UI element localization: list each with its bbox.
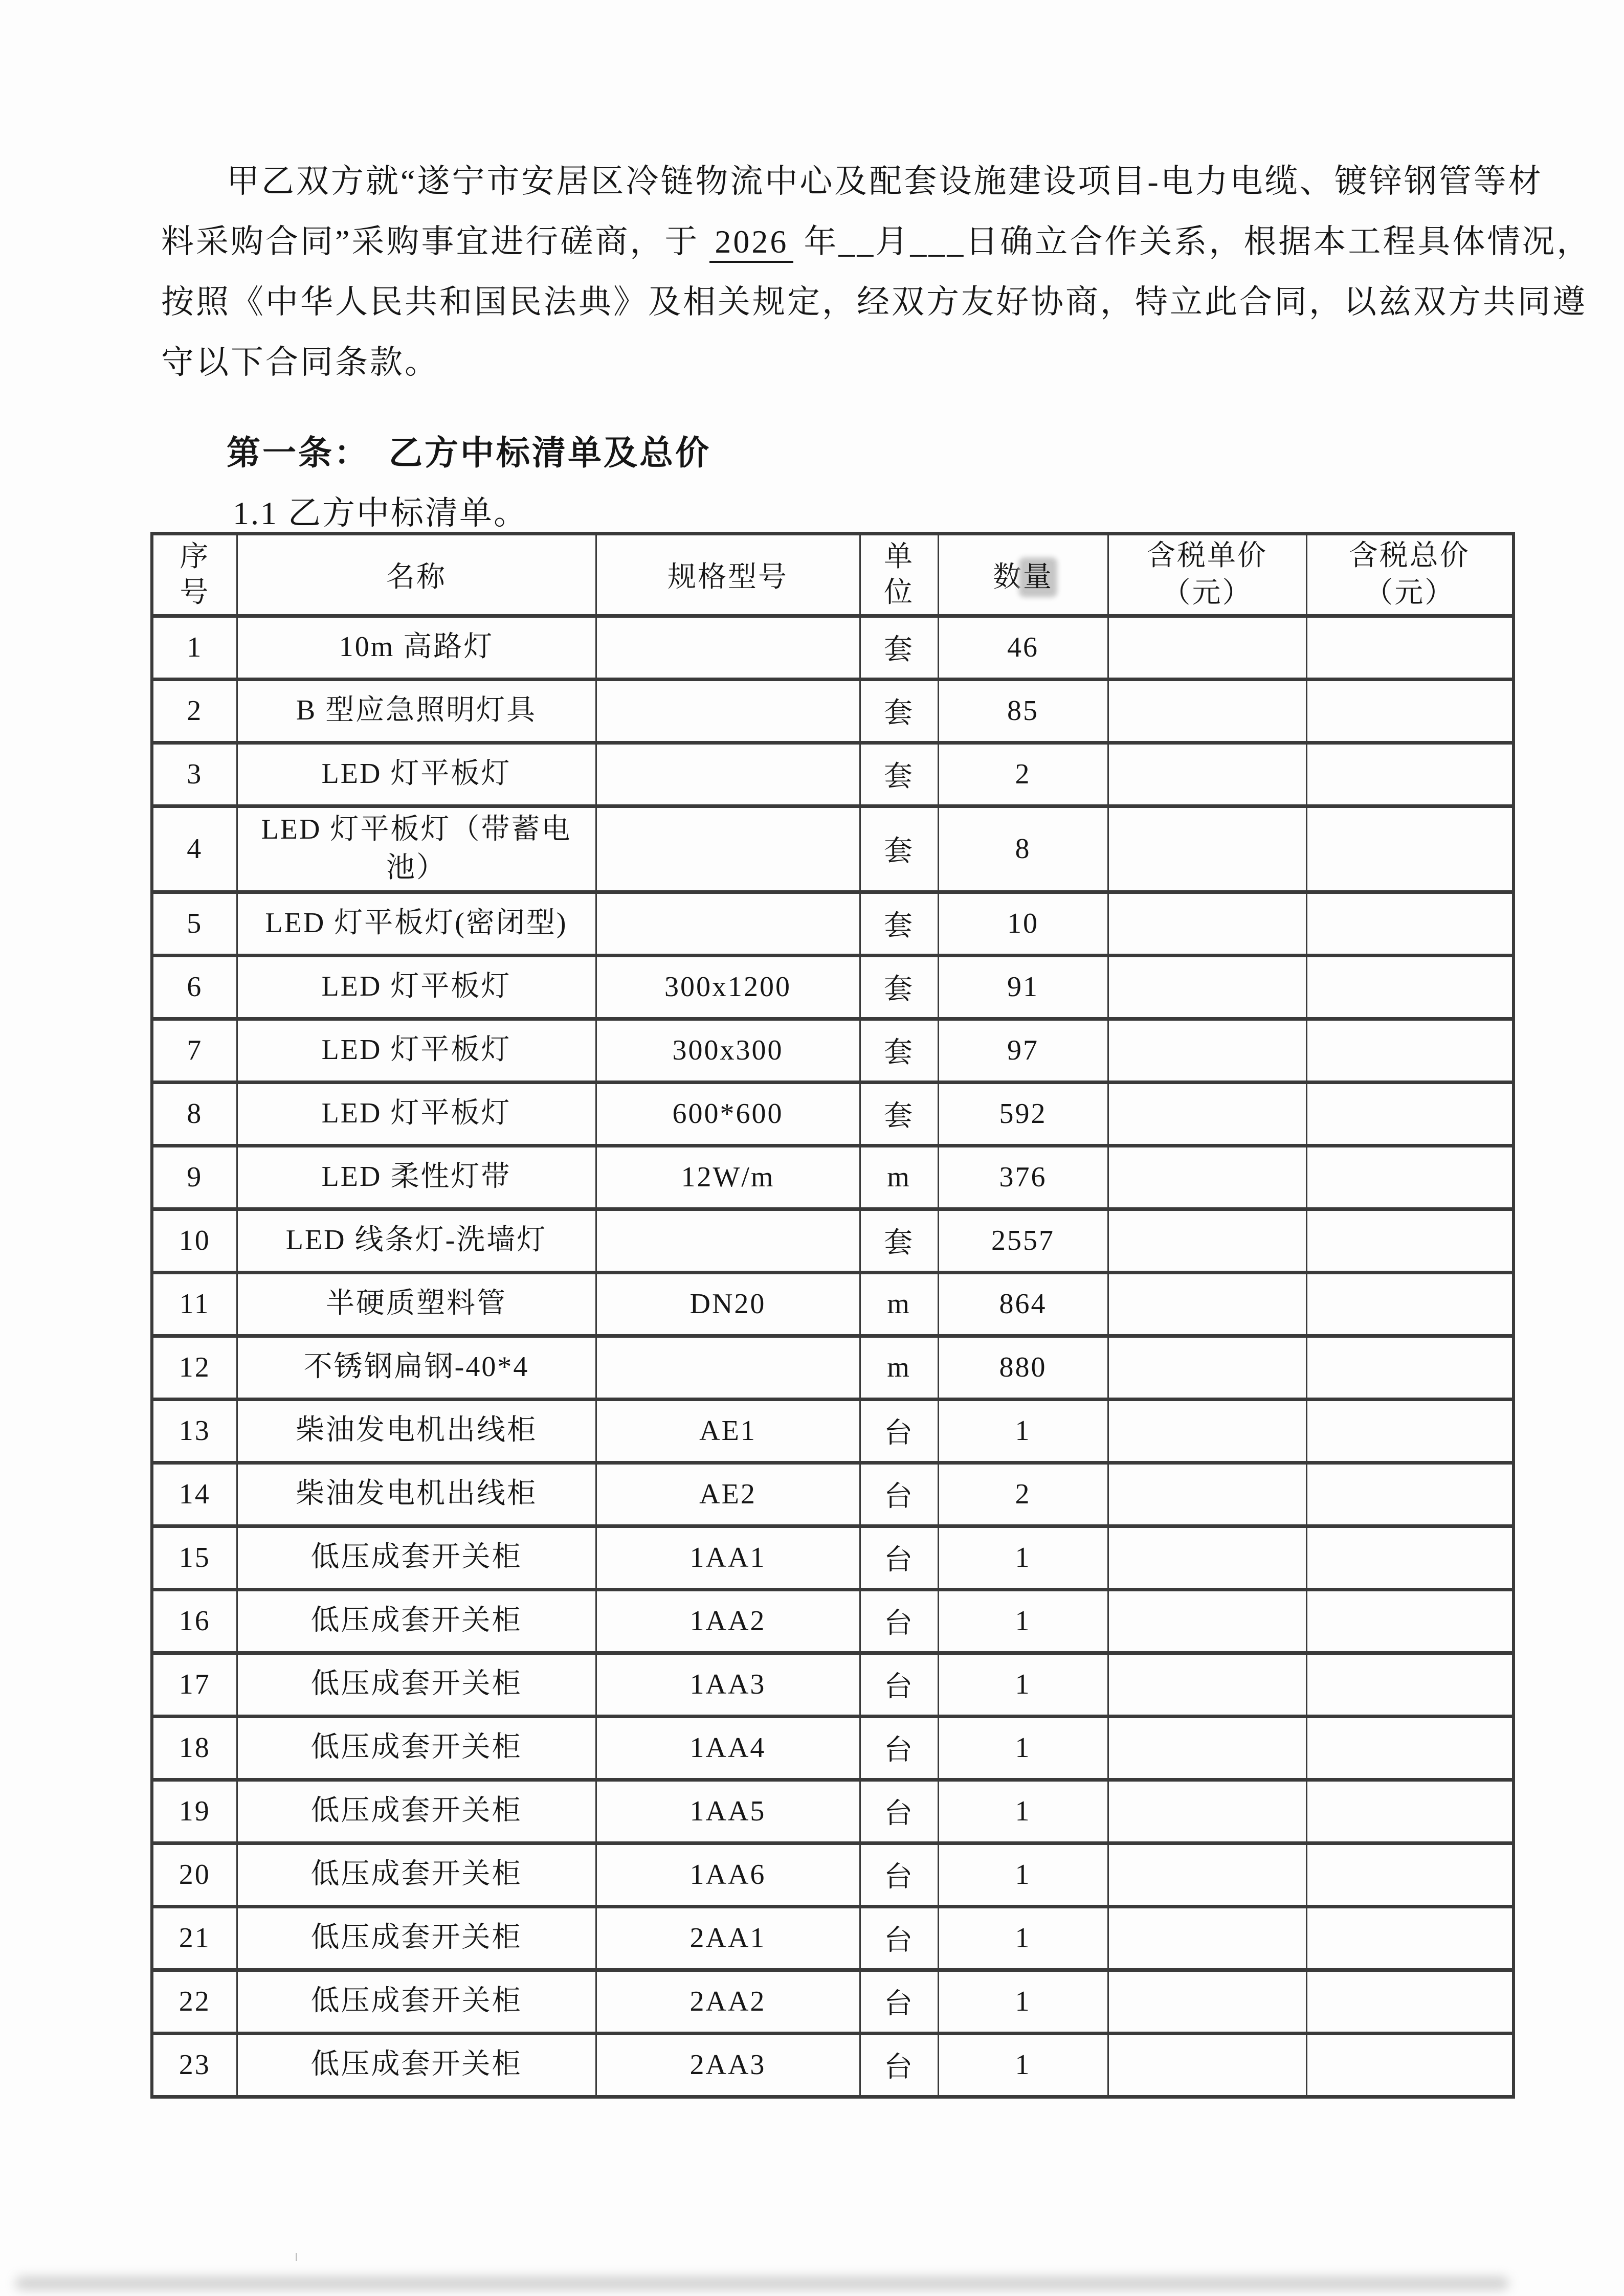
item-spec-model: 2AA3 [596,2033,860,2097]
item-unit: 台 [860,1526,938,1589]
item-name: 不锈钢扁钢-40*4 [237,1336,596,1399]
item-quantity: 2557 [938,1209,1108,1272]
row-serial-no: 14 [152,1462,237,1526]
item-quantity: 46 [938,616,1108,679]
item-spec-model [596,679,860,742]
table-row [152,1970,1514,2033]
item-total-price-cell-empty [1306,1399,1514,1462]
col-header-name: 名称 [237,534,596,616]
item-unit-price-cell-empty [1108,1336,1306,1399]
item-name: B 型应急照明灯具 [237,679,596,742]
item-name: 低压成套开关柜 [237,1716,596,1780]
item-unit-price-cell-empty [1108,1145,1306,1209]
item-quantity: 91 [938,955,1108,1019]
item-unit: 套 [860,616,938,679]
item-total-price-cell-empty [1306,616,1514,679]
table-row [152,955,1514,1019]
item-spec-model: 12W/m [596,1145,860,1209]
item-spec-model [596,806,860,892]
col-header-unit: 单位 [860,534,938,616]
item-total-price-cell-empty [1306,1716,1514,1780]
item-unit-price-cell-empty [1108,1716,1306,1780]
item-spec-model: 1AA4 [596,1716,860,1780]
row-serial-no: 19 [152,1780,237,1843]
clause-1-heading: 第一条： 乙方中标清单及总价 [227,435,711,472]
item-name: 低压成套开关柜 [237,1906,596,1970]
item-name: LED 线条灯-洗墙灯 [237,1209,596,1272]
item-unit-price-cell-empty [1108,1399,1306,1462]
row-serial-no: 3 [152,742,237,806]
table-row [152,1716,1514,1780]
item-spec-model: 2AA1 [596,1906,860,1970]
table-row [152,1526,1514,1589]
item-quantity: 2 [938,1462,1108,1526]
item-spec-model: 300x300 [596,1019,860,1082]
item-total-price-cell-empty [1306,1082,1514,1145]
item-total-price-cell-empty [1306,955,1514,1019]
table-row [152,1906,1514,1970]
table-row [152,1209,1514,1272]
item-total-price-cell-empty [1306,1145,1514,1209]
item-unit: 台 [860,1780,938,1843]
item-unit: 套 [860,1209,938,1272]
item-unit-price-cell-empty [1108,1653,1306,1716]
table-row [152,1399,1514,1462]
item-name: LED 灯平板灯 [237,1082,596,1145]
item-spec-model: 600*600 [596,1082,860,1145]
col-header-total-price-with-tax: 含税总价 （元） [1306,534,1514,616]
item-unit-price-cell-empty [1108,1843,1306,1906]
row-serial-no: 20 [152,1843,237,1906]
quantity-label-part1: 数 [993,561,1023,593]
table-row [152,1082,1514,1145]
item-quantity: 1 [938,1589,1108,1653]
item-name: 柴油发电机出线柜 [237,1462,596,1526]
item-quantity: 10 [938,892,1108,955]
row-serial-no: 10 [152,1209,237,1272]
item-unit: 套 [860,742,938,806]
item-unit: 台 [860,1653,938,1716]
item-total-price-cell-empty [1306,1336,1514,1399]
item-total-price-cell-empty [1306,742,1514,806]
item-unit: 套 [860,1082,938,1145]
contract-text-line-3: 按照《中华人民共和国民法典》及相关规定，经双方友好协商，特立此合同，以兹双方共同遵 [161,284,1587,320]
row-serial-no: 1 [152,616,237,679]
item-total-price-cell-empty [1306,1780,1514,1843]
item-quantity: 2 [938,742,1108,806]
item-name: 柴油发电机出线柜 [237,1399,596,1462]
contract-text-line-4: 守以下合同条款。 [161,344,439,380]
table-row [152,1780,1514,1843]
row-serial-no: 23 [152,2033,237,2097]
item-total-price-cell-empty [1306,1272,1514,1336]
item-spec-model [596,892,860,955]
item-quantity: 1 [938,1653,1108,1716]
col-header-unit-price-with-tax: 含税单价 （元） [1108,534,1306,616]
item-name: 低压成套开关柜 [237,1589,596,1653]
table-row [152,616,1514,679]
item-unit: 台 [860,2033,938,2097]
scan-artifact-tick [296,2253,297,2261]
item-total-price-cell-empty [1306,1462,1514,1526]
item-total-price-cell-empty [1306,1019,1514,1082]
item-unit-price-cell-empty [1108,1906,1306,1970]
col-header-quantity [938,534,1108,616]
row-serial-no: 9 [152,1145,237,1209]
item-unit: 套 [860,892,938,955]
item-unit: 台 [860,1399,938,1462]
item-total-price-cell-empty [1306,892,1514,955]
item-spec-model [596,1209,860,1272]
col-header-serial-no: 序号 [152,534,237,616]
quantity-label-part2-scan-highlight: 量 [1023,561,1053,593]
item-unit-price-cell-empty [1108,955,1306,1019]
item-unit-price-cell-empty [1108,1780,1306,1843]
item-name: 低压成套开关柜 [237,1526,596,1589]
item-name: LED 柔性灯带 [237,1145,596,1209]
item-unit-price-cell-empty [1108,1082,1306,1145]
item-total-price-cell-empty [1306,1653,1514,1716]
item-total-price-cell-empty [1306,1906,1514,1970]
row-serial-no: 17 [152,1653,237,1716]
row-serial-no: 21 [152,1906,237,1970]
item-spec-model [596,1336,860,1399]
item-spec-model: 1AA2 [596,1589,860,1653]
item-name: LED 灯平板灯 [237,1019,596,1082]
item-unit-price-cell-empty [1108,1209,1306,1272]
table-row [152,1145,1514,1209]
table-row [152,1272,1514,1336]
item-unit: 台 [860,1906,938,1970]
table-row [152,892,1514,955]
item-unit-price-cell-empty [1108,892,1306,955]
item-spec-model: DN20 [596,1272,860,1336]
item-total-price-cell-empty [1306,1209,1514,1272]
row-serial-no: 5 [152,892,237,955]
contract-intro-paragraph [161,151,1592,393]
item-quantity: 1 [938,1399,1108,1462]
item-spec-model: AE2 [596,1462,860,1526]
table-row [152,1336,1514,1399]
item-name: 半硬质塑料管 [237,1272,596,1336]
item-quantity: 1 [938,1843,1108,1906]
table-row [152,1843,1514,1906]
item-unit-price-cell-empty [1108,742,1306,806]
row-serial-no: 6 [152,955,237,1019]
item-name: LED 灯平板灯 [237,742,596,806]
item-unit-price-cell-empty [1108,2033,1306,2097]
item-spec-model [596,742,860,806]
clause-1-1-subheading: 1.1 乙方中标清单。 [233,495,528,531]
item-spec-model: 1AA1 [596,1526,860,1589]
item-spec-model: AE1 [596,1399,860,1462]
item-total-price-cell-empty [1306,2033,1514,2097]
table-row [152,1462,1514,1526]
item-unit-price-cell-empty [1108,1970,1306,2033]
row-serial-no: 13 [152,1399,237,1462]
col-header-spec-model: 规格型号 [596,534,860,616]
item-quantity: 1 [938,2033,1108,2097]
item-unit-price-cell-empty [1108,1589,1306,1653]
item-total-price-cell-empty [1306,806,1514,892]
item-quantity: 1 [938,1970,1108,2033]
item-quantity: 592 [938,1082,1108,1145]
table-row [152,806,1514,892]
table-row [152,1019,1514,1082]
table-row [152,1589,1514,1653]
item-unit-price-cell-empty [1108,1019,1306,1082]
item-unit-price-cell-empty [1108,1272,1306,1336]
row-serial-no: 18 [152,1716,237,1780]
row-serial-no: 4 [152,806,237,892]
item-unit-price-cell-empty [1108,1462,1306,1526]
table-row [152,742,1514,806]
item-total-price-cell-empty [1306,1843,1514,1906]
row-serial-no: 7 [152,1019,237,1082]
item-quantity: 1 [938,1526,1108,1589]
item-unit: 套 [860,1019,938,1082]
item-unit: 套 [860,679,938,742]
item-quantity: 880 [938,1336,1108,1399]
item-unit-price-cell-empty [1108,616,1306,679]
item-unit: m [860,1145,938,1209]
contract-text-line-2-pre: 料采购合同”采购事宜进行磋商，于 [161,223,710,260]
item-unit: 套 [860,955,938,1019]
item-quantity: 85 [938,679,1108,742]
item-name: 10m 高路灯 [237,616,596,679]
item-quantity: 1 [938,1780,1108,1843]
item-total-price-cell-empty [1306,679,1514,742]
row-serial-no: 16 [152,1589,237,1653]
item-quantity: 376 [938,1145,1108,1209]
item-unit: m [860,1272,938,1336]
item-spec-model: 1AA6 [596,1843,860,1906]
row-serial-no: 15 [152,1526,237,1589]
item-spec-model: 1AA3 [596,1653,860,1716]
contract-text-line-2 [161,212,1592,272]
item-unit: 套 [860,806,938,892]
item-unit: 台 [860,1843,938,1906]
table-header-row [152,534,1514,616]
item-total-price-cell-empty [1306,1589,1514,1653]
item-name: 低压成套开关柜 [237,1780,596,1843]
item-name: LED 灯平板灯(密闭型) [237,892,596,955]
row-serial-no: 22 [152,1970,237,2033]
contract-year-underlined: 2026 [709,224,793,263]
item-name: 低压成套开关柜 [237,1970,596,2033]
table-row [152,2033,1514,2097]
item-unit-price-cell-empty [1108,679,1306,742]
bid-list-table [150,532,1515,2099]
item-quantity: 8 [938,806,1108,892]
row-serial-no: 12 [152,1336,237,1399]
item-unit: 台 [860,1462,938,1526]
item-quantity: 864 [938,1272,1108,1336]
item-name: LED 灯平板灯（带蓄电池） [237,806,596,892]
item-total-price-cell-empty [1306,1970,1514,2033]
table-row [152,1653,1514,1716]
item-spec-model: 2AA2 [596,1970,860,2033]
item-unit: m [860,1336,938,1399]
item-quantity: 97 [938,1019,1108,1082]
item-unit-price-cell-empty [1108,1526,1306,1589]
item-spec-model: 1AA5 [596,1780,860,1843]
item-name: 低压成套开关柜 [237,1653,596,1716]
row-serial-no: 2 [152,679,237,742]
item-quantity: 1 [938,1906,1108,1970]
table-row [152,679,1514,742]
item-unit: 台 [860,1970,938,2033]
item-name: 低压成套开关柜 [237,1843,596,1906]
item-spec-model [596,616,860,679]
item-total-price-cell-empty [1306,1526,1514,1589]
scan-artifact-smudge [15,2277,1509,2290]
item-name: 低压成套开关柜 [237,2033,596,2097]
item-spec-model: 300x1200 [596,955,860,1019]
item-unit-price-cell-empty [1108,806,1306,892]
item-unit: 台 [860,1589,938,1653]
item-name: LED 灯平板灯 [237,955,596,1019]
row-serial-no: 8 [152,1082,237,1145]
item-unit: 台 [860,1716,938,1780]
contract-text-line-2-post: 年__月___日确立合作关系，根据本工程具体情况， [793,223,1592,260]
row-serial-no: 11 [152,1272,237,1336]
item-quantity: 1 [938,1716,1108,1780]
contract-text-line-1: 甲乙双方就“遂宁市安居区冷链物流中心及配套设施建设项目-电力电缆、镀锌钢管等材 [227,163,1543,199]
